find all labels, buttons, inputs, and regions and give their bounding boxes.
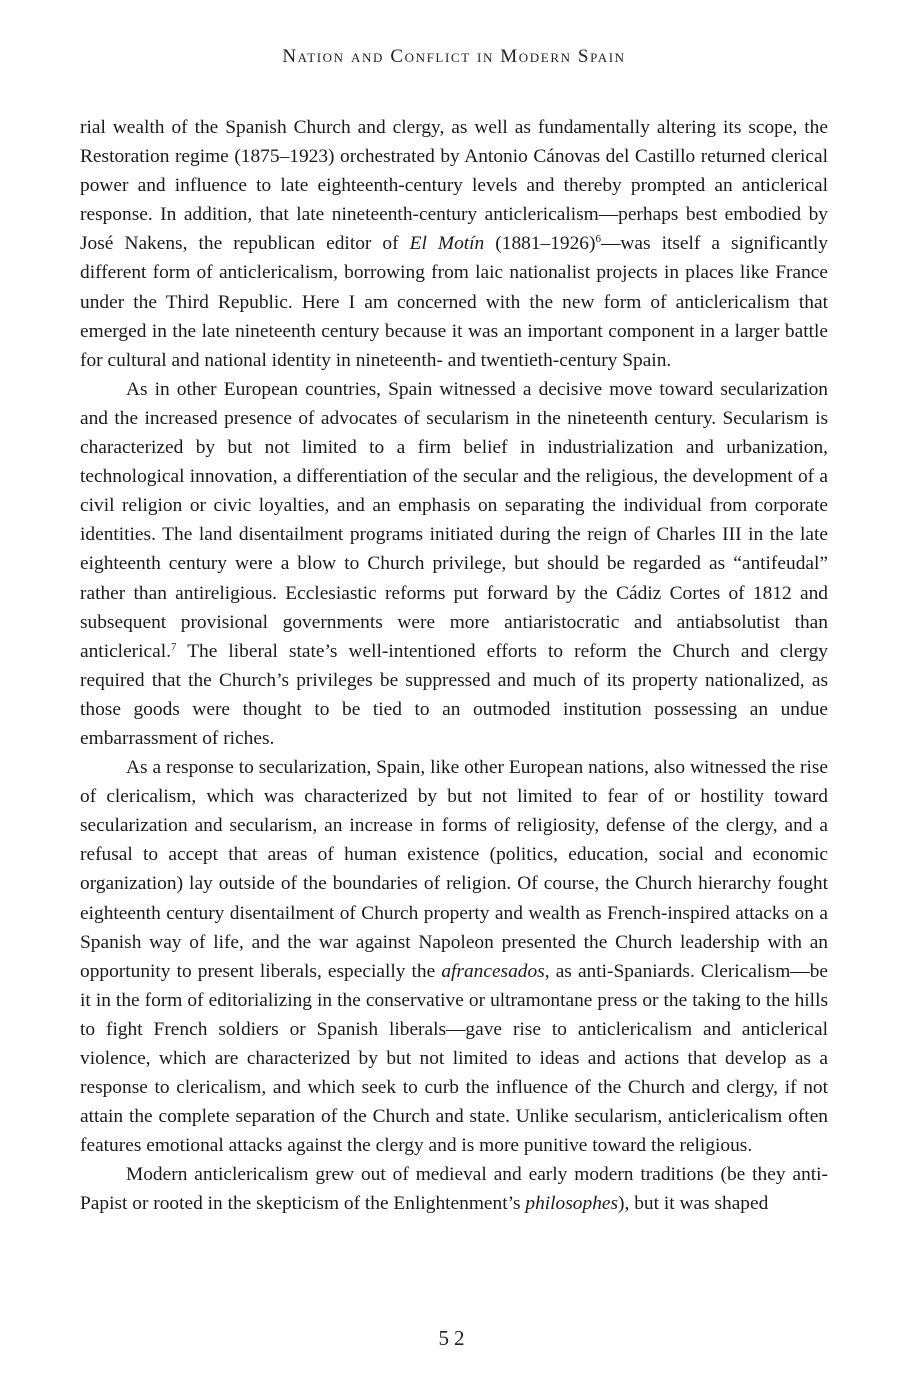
running-head: Nation and Conflict in Modern Spain: [282, 46, 626, 67]
footnote-ref-7: 7: [170, 640, 177, 653]
paragraph-4-text-1: Modern anticlericalism grew out of medieval and early modern traditions (be they anti-Papist or rooted in the skepticism of the Enlightenment’s: [80, 1164, 828, 1215]
paragraph-2: [80, 375, 828, 753]
paragraph-2-text-2: The liberal state’s well-intentioned efforts to reform the Church and clergy required that the Church’s privileges be suppressed and much of its property nationalized, as those goods were thought to be tied to an outmoded institution possessing an undue embarrassment of riches.: [80, 640, 828, 749]
paragraph-1-text-1: rial wealth of the Spanish Church and clergy, as well as fundamentally altering its scope, the Restoration regime (1875–1923) orchestrated by Antonio Cánovas del Castillo returned clerical power and influence to late eighteenth-century levels and thereby prompted an anticlerical response. In addition, that late nineteenth-century anticlericalism—perhaps best embodied by José Nakens, the republican editor of: [80, 117, 828, 255]
page-number: 52: [438, 1326, 470, 1350]
paragraph-4-text-2: ), but it was shaped: [618, 1193, 769, 1215]
body-text: [80, 113, 828, 1219]
paragraph-4: [80, 1160, 828, 1218]
paragraph-1-text-2: (1881–1926): [484, 233, 596, 255]
paragraph-1-text-3: —was itself a significantly different form of anticlericalism, borrowing from laic nationalist projects in places like France under the Third Republic. Here I am concerned with the new form of anticlericalism that emerged in the late nineteenth century because it was an important component in a larger battle for cultural and national identity in nineteenth- and twentieth-century Spain.: [80, 233, 828, 371]
paragraph-1: [80, 113, 828, 375]
paragraph-3-text-2: , as anti-Spaniards. Clericalism—be it in the form of editorializing in the conservative or ultramontane press or the taking to the hills to fight French soldiers or Spanish liberals—gave rise to anticlericalism and anticlerical violence, which are characterized by but not limited to ideas and actions that develop as a response to clericalism, and which seek to curb the influence of the Church and clergy, if not attain the complete separation of the Church and state. Unlike secularism, anticlericalism often features emotional attacks against the clergy and is more punitive toward the religious.: [80, 960, 828, 1157]
term-afrancesados: afrancesados: [441, 960, 545, 982]
paragraph-2-text-1: As in other European countries, Spain witnessed a decisive move toward secularization and the increased presence of advocates of secularism in the nineteenth century. Secularism is characterized by but not limited to a firm belief in industrialization and urbanization, technological innovation, a differentiation of the secular and the religious, the development of a civil religion or civic loyalties, and an emphasis on separating the individual from corporate identities. The land disentailment programs initiated during the reign of Charles III in the late eighteenth century were a blow to Church privilege, but should be regarded as “antifeudal” rather than antireligious. Ecclesiastic reforms put forward by the Cádiz Cortes of 1812 and subsequent provisional governments were more antiaristocratic and antiabsolutist than anticlerical.: [80, 378, 828, 662]
paragraph-3: [80, 753, 828, 1160]
newspaper-title-el-motin: El Motín: [409, 233, 485, 255]
paragraph-3-text-1: As a response to secularization, Spain, like other European nations, also witnessed the rise of clericalism, which was characterized by but not limited to fear of or hostility toward secularization and secularism, an increase in forms of religiosity, defense of the clergy, and a refusal to accept that areas of human existence (politics, education, social and economic organization) lay outside of the boundaries of religion. Of course, the Church hierarchy fought eighteenth century disentailment of Church property and wealth as French-inspired attacks on a Spanish way of life, and the war against Napoleon presented the Church leadership with an opportunity to present liberals, especially the: [80, 757, 828, 982]
footnote-ref-6: 6: [595, 233, 601, 246]
term-philosophes: philosophes: [525, 1193, 619, 1215]
